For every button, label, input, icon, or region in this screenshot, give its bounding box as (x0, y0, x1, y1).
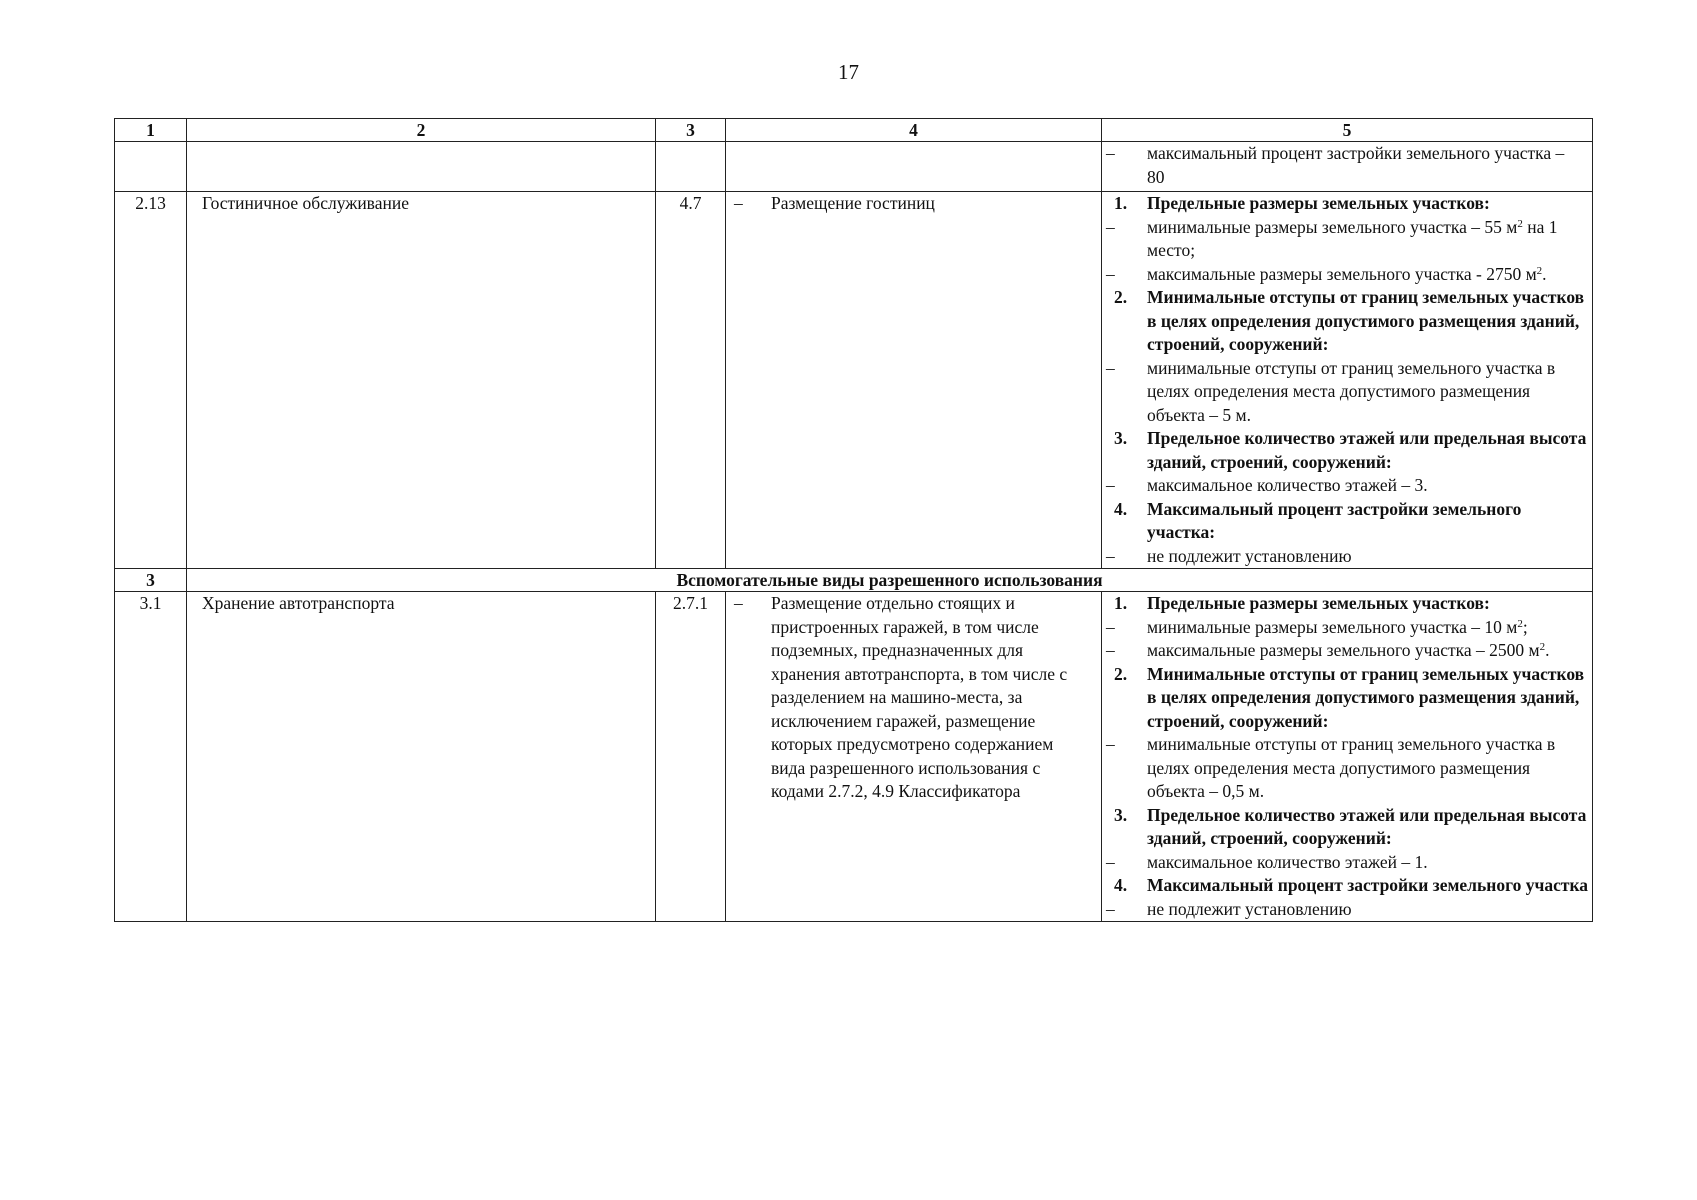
column-header-row (115, 119, 1593, 142)
param-value: максимальное количество этажей – 3. (1147, 475, 1428, 495)
parameters-cell (1102, 592, 1593, 922)
param-heading: Предельные размеры земельных участков: (1147, 593, 1490, 613)
param-value: максимальное количество этажей – 1. (1147, 851, 1428, 872)
dash: – (1106, 263, 1115, 284)
continuation-row (115, 142, 1593, 192)
continuation-cell (1102, 142, 1593, 192)
param-heading: Предельное количество этажей или предельная высота зданий, строений, сооружений: (1147, 428, 1587, 472)
item-number: 2. (1114, 287, 1128, 307)
param-heading: Предельное количество этажей или предельная высота зданий, строений, сооружений: (1147, 804, 1587, 848)
dash: – (1106, 640, 1115, 660)
item-number: 1. (1114, 593, 1128, 613)
param-value: минимальные размеры земельного участка – 55 $м^2$ на 1 место; (1147, 216, 1558, 260)
description-text: Размещение гостиниц (771, 193, 935, 213)
dash: – (1106, 357, 1115, 378)
table-row (115, 592, 1593, 922)
param-heading: Максимальный процент застройки земельного участка: (1147, 498, 1522, 542)
section-title: Вспомогательные виды разрешенного использования (187, 569, 1593, 592)
table-row (115, 192, 1593, 569)
param-value: минимальные отступы от границ земельного участка в целях определения места допустимого размещения объекта – 0,5 м. (1147, 734, 1556, 801)
use-description (726, 592, 1102, 922)
row-number: 2.13 (115, 192, 187, 569)
dash: – (1106, 898, 1115, 919)
column-header-4: 4 (726, 119, 1102, 142)
dash: – (1106, 143, 1115, 163)
description-text: Размещение отдельно стоящих и пристроенных гаражей, в том числе подземных, предназначенных для хранения автотранспорта, в том числе с разделением на машино-места, за исключением гаражей, размещение которых предусмотрено содержанием вида разрешенного использования с кодами 2.7.2, 4.9 Классификатора (771, 593, 1068, 801)
item-number: 3. (1114, 428, 1128, 448)
section-number: 3 (115, 569, 187, 592)
continuation-text: максимальный процент застройки земельного участка – 80 (1147, 143, 1565, 187)
param-value: минимальные размеры земельного участка – 10 $м^2$; (1147, 616, 1528, 637)
param-value: не подлежит установлению (1147, 898, 1352, 919)
row-number: 3.1 (115, 592, 187, 922)
dash: – (1106, 545, 1115, 566)
dash: – (734, 193, 743, 213)
item-number: 3. (1114, 804, 1128, 825)
param-heading: Предельные размеры земельных участков: (1147, 193, 1490, 213)
column-header-2: 2 (187, 119, 656, 142)
dash: – (1106, 475, 1115, 495)
use-description (726, 192, 1102, 569)
param-heading: Минимальные отступы от границ земельных участков в целях определения допустимого размещения зданий, строений, сооружений: (1147, 287, 1585, 354)
zoning-table (114, 118, 1593, 922)
column-header-1: 1 (115, 119, 187, 142)
classifier-code: 2.7.1 (656, 592, 726, 922)
param-heading: Максимальный процент застройки земельного участка (1147, 875, 1589, 895)
page-number: 17 (838, 60, 859, 84)
param-value: минимальные отступы от границ земельного участка в целях определения места допустимого размещения объекта – 5 м. (1147, 357, 1556, 425)
param-heading: Минимальные отступы от границ земельных участков в целях определения допустимого размещения зданий, строений, сооружений: (1147, 663, 1585, 731)
dash: – (1106, 851, 1115, 872)
dash: – (1106, 216, 1115, 237)
classifier-code: 4.7 (656, 192, 726, 569)
section-row (115, 569, 1593, 592)
use-type-name: Хранение автотранспорта (187, 592, 656, 922)
dash: – (734, 593, 743, 613)
column-header-3: 3 (656, 119, 726, 142)
parameters-cell (1102, 192, 1593, 569)
use-type-name: Гостиничное обслуживание (187, 192, 656, 569)
dash: – (1106, 734, 1115, 754)
param-value: максимальные размеры земельного участка – 2500 $м^2$. (1147, 640, 1550, 660)
item-number: 4. (1114, 875, 1128, 895)
param-value: максимальные размеры земельного участка - 2750 $м^2$. (1147, 263, 1547, 284)
param-value: не подлежит установлению (1147, 545, 1352, 566)
dash: – (1106, 616, 1115, 637)
item-number: 1. (1114, 193, 1128, 213)
item-number: 2. (1114, 663, 1128, 684)
column-header-5: 5 (1102, 119, 1593, 142)
item-number: 4. (1114, 498, 1128, 519)
